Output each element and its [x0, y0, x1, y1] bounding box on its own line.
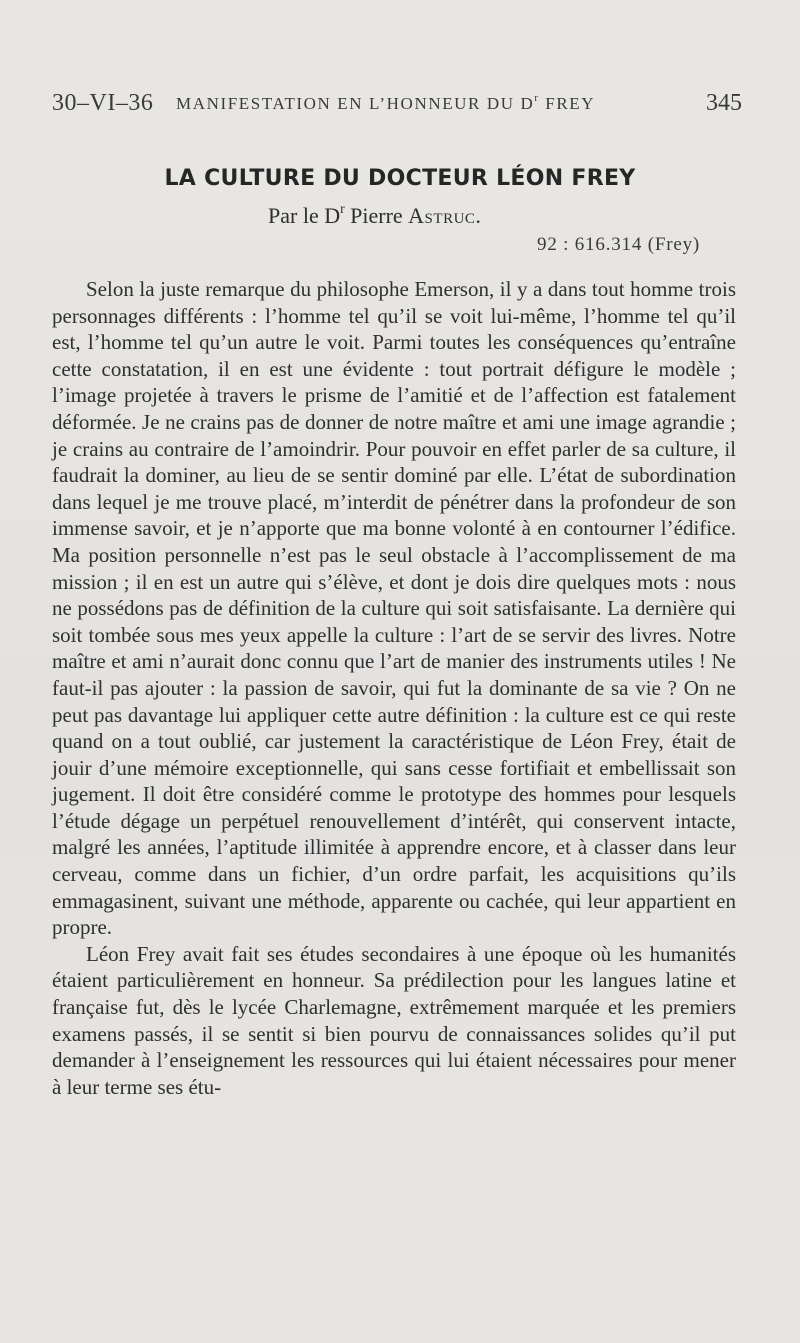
paragraph-1: Selon la juste remarque du philosophe Emerson, il y a dans tout homme trois personnages différents : l’homme tel qu’il se voit lui-même, l’homme tel qu’il est, l’homme tel qu’un autre le voit. Parmi toutes les conséquences qu’entraîne cette constatation, il en est une évidente : tout portrait défigure le modèle ; l’image projetée à travers le prisme de l’amitié et de l’affection est fatalement déformée. Je ne crains pas de donner de notre maître et ami une image agrandie ; je crains au contraire de l’amoindrir. Pour pouvoir en effet parler de sa culture, il faudrait la dominer, au lieu de se sentir dominé par elle. L’état de subordination dans lequel je me trouve placé, m’interdit de pénétrer dans la profondeur de son immense savoir, et je n’apporte que ma bonne volonté à en contourner l’édifice. Ma position personnelle n’est pas le seul obstacle à l’accomplissement de ma mission ; il en est un autre qui s’élève, et dont je dois dire quelques mots : nous ne possédons pas de définition de la culture qui soit satisfaisante. La dernière qui soit tombée sous mes yeux appelle la culture : l’art de se servir des livres. Notre maître et ami n’aurait donc connu que l’art de manier des instruments utiles ! Ne faut-il pas ajouter : la passion de savoir, qui fut la dominante de sa vie ? On ne peut pas davantage lui appliquer cette autre définition : la culture est ce qui reste quand on a tout oublié, car justement la caractéristique de Léon Frey, était de jouir d’une mémoire exceptionnelle, qui sans cesse fortifiait et embellissait son jugement. Il doit être considéré comme le prototype des hommes pour lesquels l’étude dégage un perpétuel renouvellement d’intérêt, qui conservent intacte, malgré les années, l’aptitude illimitée à apprendre encore, et à classer dans leur cerveau, comme dans un fichier, d’un ordre parfait, les acquisitions qu’ils emmagasinent, suivant une méthode, apparente ou cachée, qui leur appartient en propre.: [52, 277, 736, 940]
running-head-title-suffix: FREY: [539, 94, 596, 113]
running-head-title: [176, 94, 595, 114]
byline-prefix: Par le D: [268, 203, 341, 228]
byline-sup: r: [340, 201, 345, 217]
byline: [268, 203, 481, 229]
byline-surname: Astruc.: [408, 203, 482, 228]
running-head-title-prefix: MANIFESTATION EN L’HONNEUR DU D: [176, 94, 535, 113]
running-head-date: 30–VI–36: [52, 90, 154, 116]
running-head-title-sup: r: [534, 93, 540, 105]
article-body: [52, 276, 736, 1100]
page-number: 345: [706, 90, 742, 116]
classification-code: 92 : 616.314 (Frey): [537, 234, 700, 255]
running-head: [52, 90, 742, 120]
article-title: LA CULTURE DU DOCTEUR LÉON FREY: [164, 166, 636, 191]
byline-author: Pierre: [344, 203, 409, 228]
paragraph-2: Léon Frey avait fait ses études secondaires à une époque où les humanités étaient particulièrement en honneur. Sa prédilection pour les langues latine et française fut, dès le lycée Charlemagne, extrêmement marquée et les premiers examens passés, il se sentit si bien pourvu de connaissances solides qu’il put demander à l’enseignement les ressources qui lui étaient nécessaires pour mener à leur terme ses étu-: [52, 941, 736, 1099]
